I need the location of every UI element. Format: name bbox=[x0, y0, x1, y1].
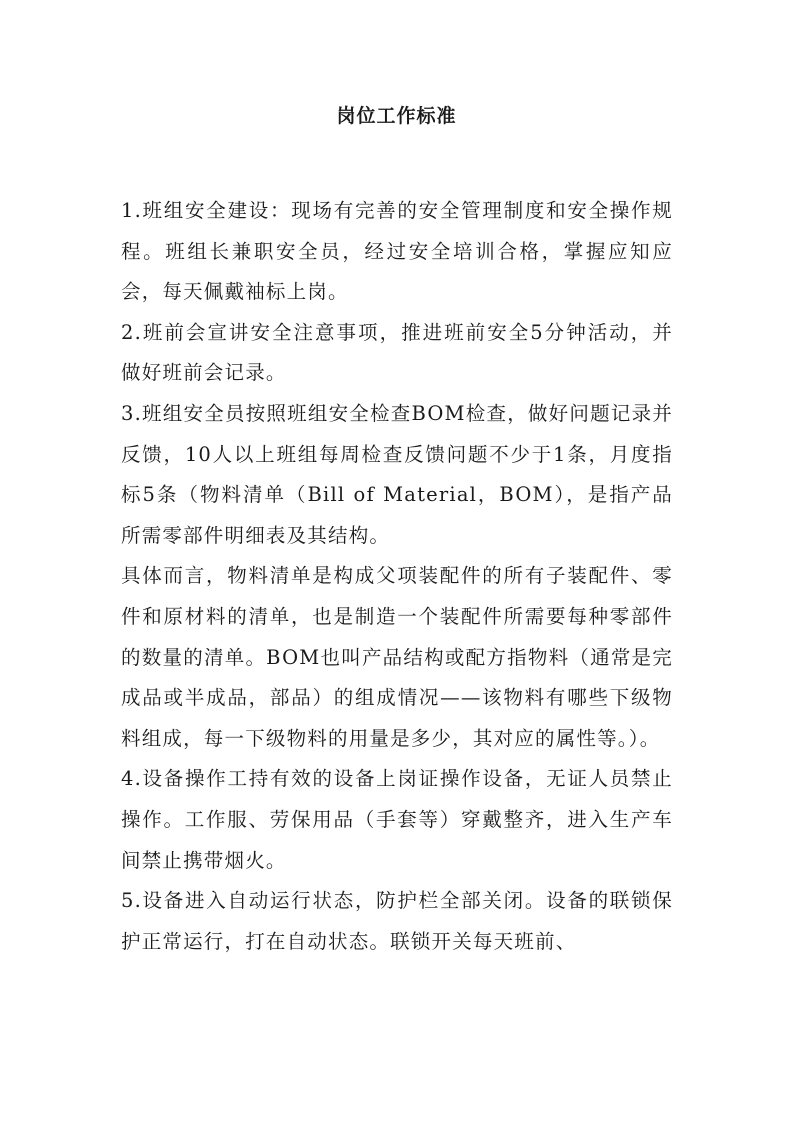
paragraph-1: 1.班组安全建设：现场有完善的安全管理制度和安全操作规程。班组长兼职安全员，经过安全培训合格，掌握应知应会，每天佩戴袖标上岗。 bbox=[121, 199, 673, 304]
paragraph-2: 2.班前会宣讲安全注意事项，推进班前安全5分钟活动，并做好班前会记录。 bbox=[121, 320, 673, 385]
paragraph-5: 4.设备操作工持有效的设备上岗证操作设备，无证人员禁止操作。工作服、劳保用品（手套等）穿戴整齐，进入生产车间禁止携带烟火。 bbox=[121, 767, 673, 872]
paragraph-3: 3.班组安全员按照班组安全检查BOM检查，做好问题记录并反馈，10人以上班组每周检查反馈问题不少于1条，月度指标5条（物料清单（Bill of Material，BOM），是指产品所需零部件明细表及其结构。 bbox=[121, 401, 673, 547]
document-body bbox=[121, 191, 673, 962]
document-title: 岗位工作标准 bbox=[336, 105, 457, 127]
paragraph-4: 具体而言，物料清单是构成父项装配件的所有子装配件、零件和原材料的清单，也是制造一个装配件所需要每种零部件的数量的清单。BOM也叫产品结构或配方指物料（通常是完成品或半成品，部品）的组成情况——该物料有哪些下级物料组成，每一下级物料的用量是多少，其对应的属性等。）。 bbox=[121, 564, 673, 750]
paragraph-6: 5.设备进入自动运行状态，防护栏全部关闭。设备的联锁保护正常运行，打在自动状态。联锁开关每天班前、 bbox=[121, 889, 673, 953]
